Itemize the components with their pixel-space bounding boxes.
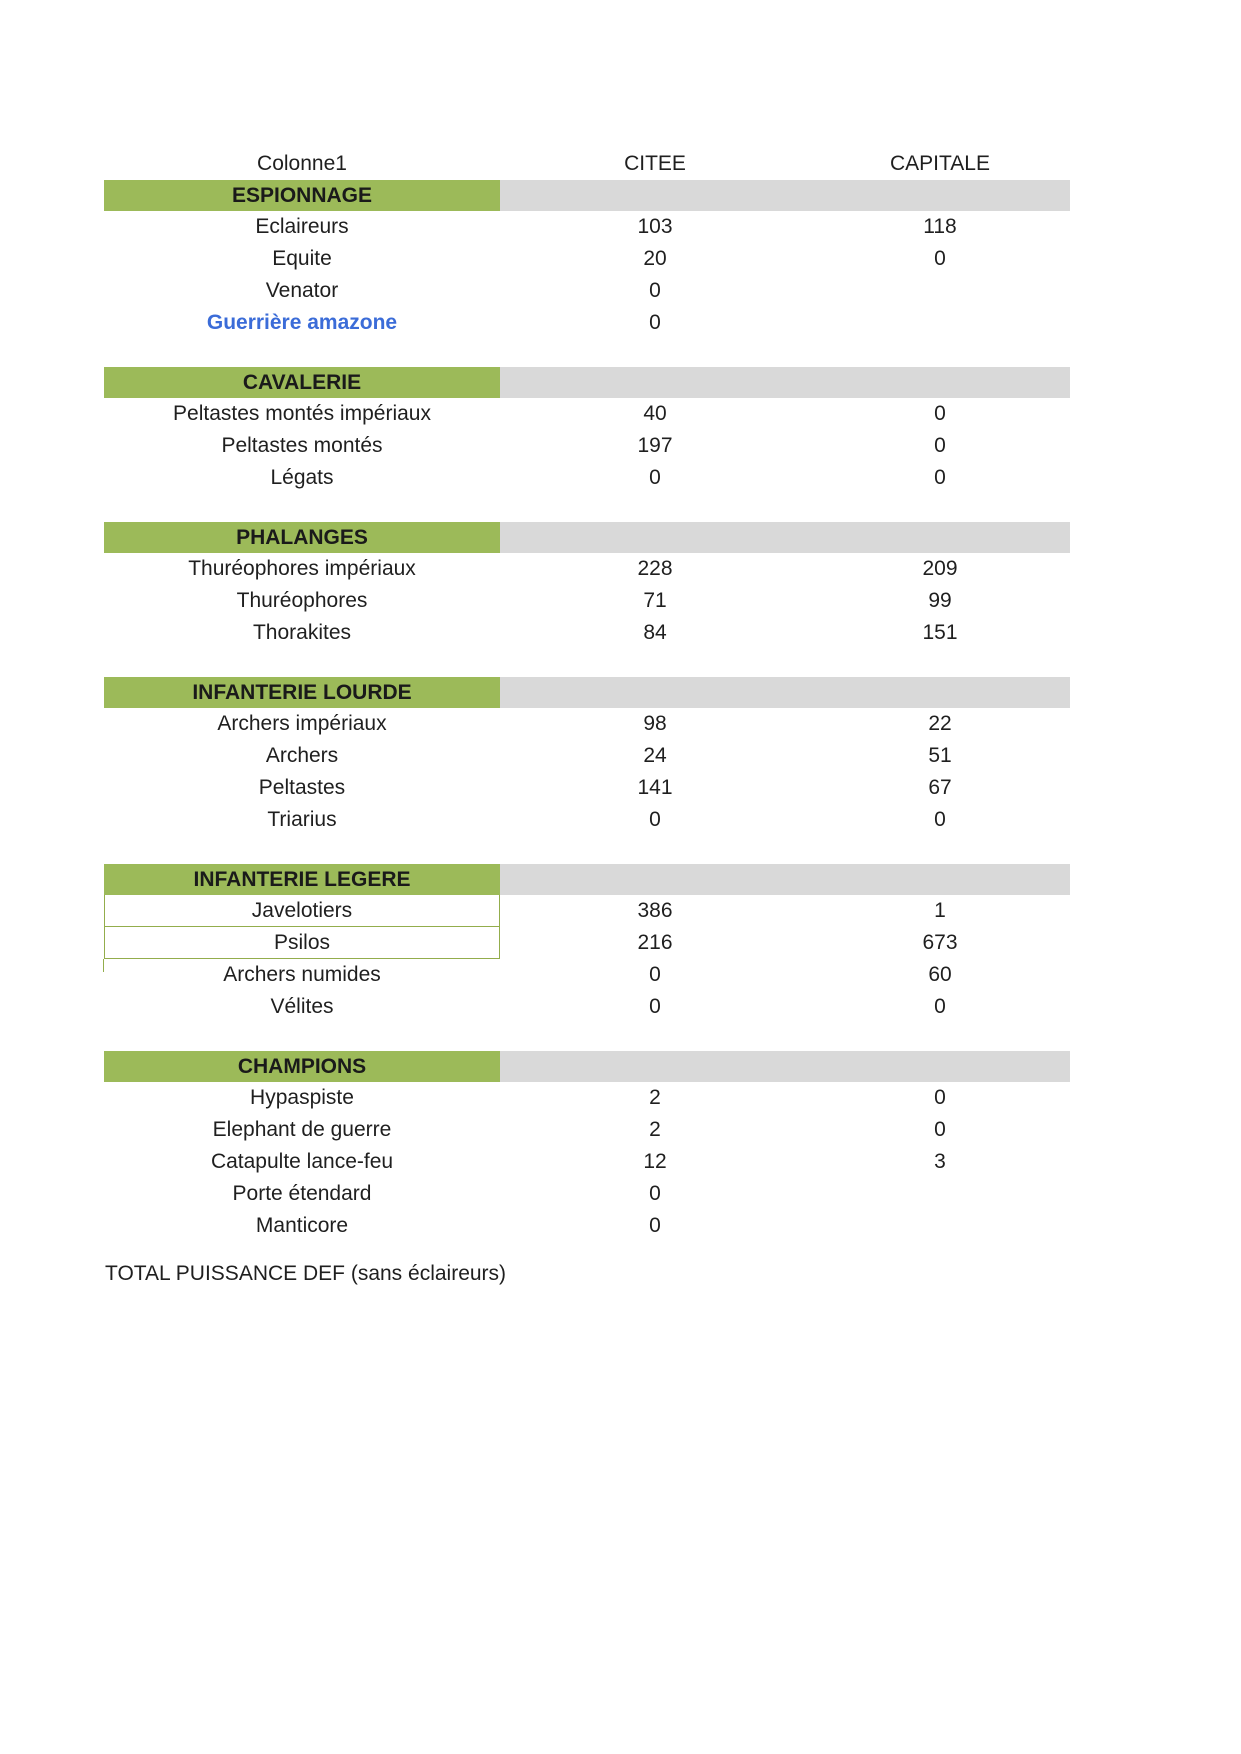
table-row [104,398,1070,430]
unit-name-cell: Venator [265,279,339,302]
unit-name-cell: Elephant de guerre [212,1118,392,1141]
unit-name-cell: Peltastes [258,776,346,799]
citee-value-cell: 141 [637,776,673,799]
citee-value-cell: 12 [643,1150,667,1173]
unit-name-cell: Psilos [104,927,500,959]
citee-value-cell: 0 [649,311,661,334]
section-band-fill [500,180,1070,211]
column-header-citee: CITEE [624,152,686,175]
citee-value-cell: 197 [637,434,673,457]
unit-name-cell: Archers [265,744,339,767]
unit-name-cell: Archers impériaux [217,712,387,735]
citee-value-cell: 2 [649,1086,661,1109]
capitale-value-cell: 1 [934,899,946,922]
citee-value-cell: 103 [637,215,673,238]
section-band-fill [500,522,1070,553]
citee-value-cell: 71 [643,589,667,612]
citee-value-cell: 0 [649,1214,661,1237]
citee-value-cell: 0 [649,1182,661,1205]
table-row [104,211,1070,243]
capitale-value-cell [810,1210,1070,1242]
table-row [104,275,1070,307]
section-band [104,180,1070,211]
unit-name-cell: Hypaspiste [250,1086,354,1109]
section-title: INFANTERIE LEGERE [104,864,500,895]
citee-value-cell: 84 [643,621,667,644]
capitale-value-cell [810,307,1070,339]
capitale-value-cell: 209 [922,557,958,580]
total-puissance-label: TOTAL PUISSANCE DEF (sans éclaireurs) [105,1262,507,1285]
section-infanterie-legere [104,864,1070,1023]
section-band [104,522,1070,553]
capitale-value-cell: 118 [923,215,957,238]
section-cavalerie [104,367,1070,494]
section-phalanges [104,522,1070,649]
capitale-value-cell [810,275,1070,307]
section-title: ESPIONNAGE [104,180,500,211]
table-row [104,804,1070,836]
table-row [104,462,1070,494]
capitale-value-cell: 0 [934,402,946,425]
table-row [104,740,1070,772]
capitale-value-cell: 60 [928,963,952,986]
capitale-value-cell: 0 [934,1118,946,1141]
unit-name-cell: Eclaireurs [255,215,349,238]
capitale-value-cell: 22 [928,712,952,735]
spreadsheet-table [104,148,1070,1290]
table-row [104,927,1070,959]
unit-name-cell: Thuréophores [236,589,368,612]
citee-value-cell: 386 [637,899,673,922]
unit-name-cell: Vélites [270,995,334,1018]
unit-name-cell: Thorakites [252,621,352,644]
capitale-value-cell: 0 [934,808,946,831]
section-title: CHAMPIONS [104,1051,500,1082]
table-row [104,307,1070,339]
capitale-value-cell: 0 [934,466,946,489]
section-title: PHALANGES [104,522,500,553]
section-title: CAVALERIE [104,367,500,398]
table-row [104,1210,1070,1242]
citee-value-cell: 0 [649,279,661,302]
unit-name-cell: Javelotiers [104,895,500,927]
table-row [104,617,1070,649]
section-espionnage [104,180,1070,339]
column-header-labels: Colonne1 [257,152,347,175]
citee-value-cell: 0 [649,995,661,1018]
citee-value-cell: 0 [649,808,661,831]
capitale-value-cell: 99 [928,589,952,612]
citee-value-cell: 2 [649,1118,661,1141]
table-header-row [104,148,1070,180]
citee-value-cell: 40 [643,402,667,425]
unit-name-cell: Porte étendard [232,1182,372,1205]
capitale-value-cell: 0 [934,1086,946,1109]
table-row [104,553,1070,585]
table-row [104,959,1070,991]
unit-name-cell: Guerrière amazone [206,311,398,334]
unit-name-cell: Légats [270,466,334,489]
table-row [104,1178,1070,1210]
citee-value-cell: 216 [637,931,673,954]
section-champions [104,1051,1070,1242]
capitale-value-cell: 0 [934,434,946,457]
citee-value-cell: 20 [643,247,667,270]
unit-name-cell: Manticore [255,1214,349,1237]
unit-name-cell: Peltastes montés impériaux [173,402,431,425]
table-row [104,1082,1070,1114]
table-row [104,1146,1070,1178]
capitale-value-cell: 673 [922,931,958,954]
capitale-value-cell: 0 [934,247,946,270]
section-band [104,1051,1070,1082]
capitale-value-cell: 51 [928,744,952,767]
unit-name-cell: Peltastes montés [221,434,383,457]
section-infanterie-lourde [104,677,1070,836]
column-header-capitale: CAPITALE [890,152,990,175]
section-title: INFANTERIE LOURDE [104,677,500,708]
capitale-value-cell: 151 [922,621,958,644]
citee-value-cell: 228 [637,557,673,580]
citee-value-cell: 24 [643,744,667,767]
section-band-fill [500,677,1070,708]
table-row [104,585,1070,617]
section-band [104,367,1070,398]
unit-name-cell: Thuréophores impériaux [188,557,416,580]
unit-name-cell: Catapulte lance-feu [210,1150,394,1173]
unit-name-cell: Equite [272,247,332,270]
table-row [104,772,1070,804]
unit-name-cell: Triarius [267,808,337,831]
citee-value-cell: 0 [649,963,661,986]
table-row [104,991,1070,1023]
section-band-fill [500,864,1070,895]
table-row [104,430,1070,462]
table-row [104,895,1070,927]
unit-name-cell: Archers numides [104,959,500,991]
table-row [104,243,1070,275]
section-band [104,677,1070,708]
capitale-value-cell: 0 [934,995,946,1018]
capitale-value-cell: 67 [928,776,952,799]
citee-value-cell: 0 [649,466,661,489]
section-band-fill [500,367,1070,398]
capitale-value-cell: 3 [934,1150,946,1173]
capitale-value-cell [810,1178,1070,1210]
table-row [104,1114,1070,1146]
section-band-fill [500,1051,1070,1082]
table-row [104,708,1070,740]
section-band [104,864,1070,895]
citee-value-cell: 98 [643,712,667,735]
table-sections [104,180,1070,1242]
